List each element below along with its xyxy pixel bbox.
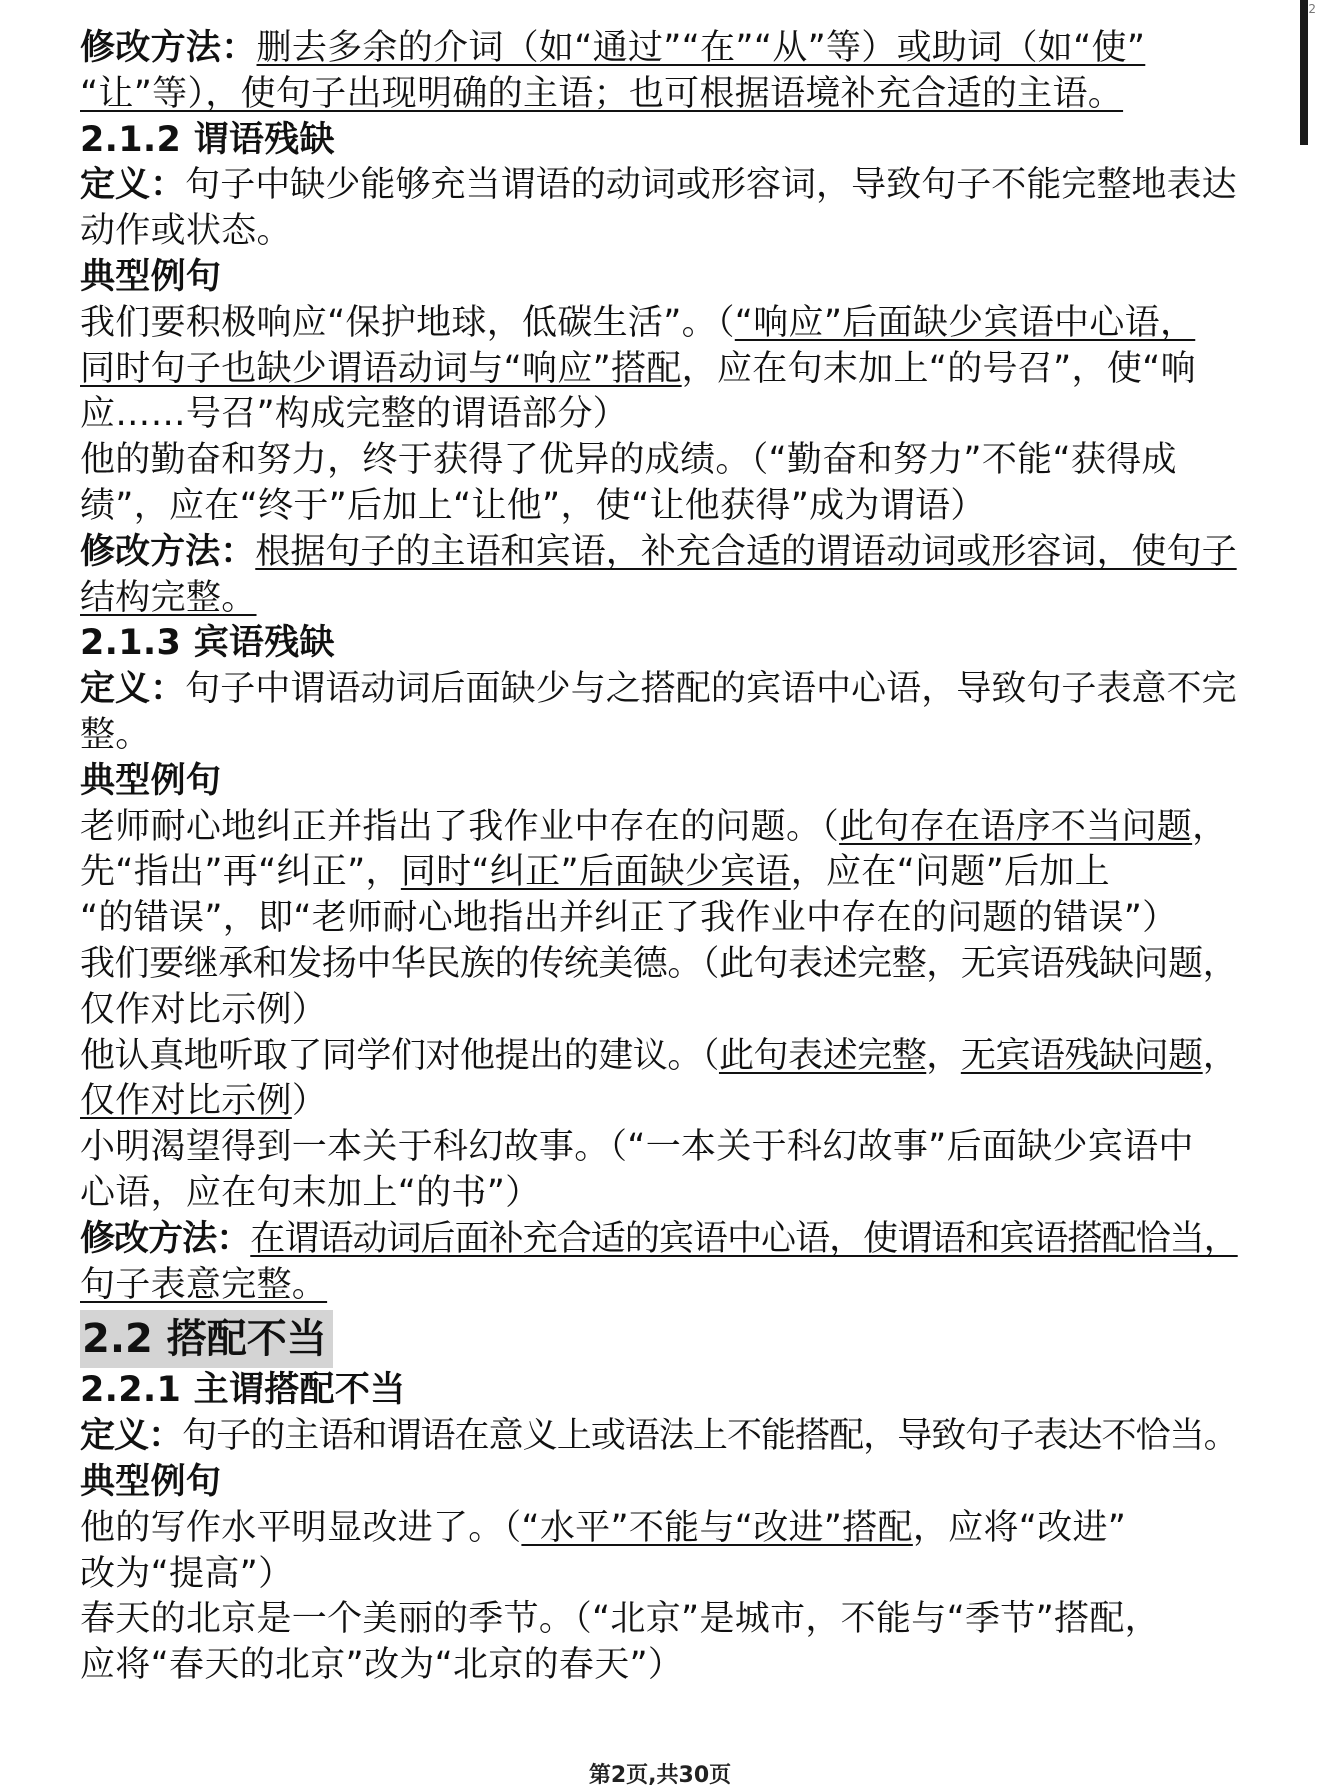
text-segment: “水平”不能与“改进”搭配 (521, 1507, 913, 1548)
example-line: 应……号召”构成完整的谓语部分） (80, 394, 628, 435)
example-line (80, 1079, 1240, 1125)
example-line: “的错误”，即“老师耐心地指出并纠正了我作业中存在的问题的错误”） (80, 898, 1178, 939)
examples-heading: 典型例句 (80, 760, 222, 801)
text-segment: 句子中谓语动词后面缺少与之搭配的宾语中心语，导致句子表意不完 (185, 669, 1237, 710)
example-line (80, 301, 1240, 347)
example-line (80, 850, 1240, 896)
corner-mark: 2 (1308, 2, 1316, 16)
heading-2-1-2: 2.1.2 谓语残缺 (80, 119, 335, 160)
example-line: 仅作对比示例） (80, 989, 328, 1030)
text-segment: ， (1202, 1035, 1238, 1076)
example-line (80, 1506, 1240, 1552)
text-segment: 老师耐心地纠正并指出了我作业中存在的问题。（ (80, 806, 840, 847)
text-line: 删去多余的介词（如“通过”“在”“从”等）或助词（如“使” (256, 28, 1146, 68)
text-segment: 句子的主语和谓语在意义上或语法上不能搭配，导致句子表达不恰当。 (182, 1416, 1238, 1457)
text-segment: 句子中缺少能够充当谓语的动词或形容词，导致句子不能完整地表达 (185, 165, 1237, 206)
text-segment: 此句表述完整 (718, 1035, 927, 1076)
examples-heading: 典型例句 (80, 256, 222, 297)
text-segment: 在谓语动词后面补充合适的宾语中心语，使谓语和宾语搭配恰当， (250, 1218, 1238, 1259)
example-line: 改为“提高”） (80, 1553, 294, 1594)
heading-2-1-3: 2.1.3 宾语残缺 (80, 623, 335, 664)
label-revision-method: 修改方法： (80, 28, 257, 68)
text-segment: 他的写作水平明显改进了。（ (80, 1507, 522, 1548)
label-definition: 定义： (80, 669, 186, 710)
text-segment: 他认真地听取了同学们对他提出的建议。（ (80, 1035, 719, 1076)
label-definition: 定义： (80, 165, 186, 206)
example-line: 我们要继承和发扬中华民族的传统美德。（此句表述完整，无宾语残缺问题， (80, 943, 1238, 984)
text-segment: “响应”后面缺少宾语中心语， (734, 302, 1196, 343)
text-segment: 同时句子也缺少谓语动词与“响应”搭配 (80, 348, 682, 389)
examples-heading: 典型例句 (80, 1461, 222, 1502)
text-line: 整。 (80, 714, 151, 755)
text-segment: ，应在“问题”后加上 (790, 852, 1110, 893)
text-segment: 句子表意完整。 (80, 1264, 328, 1305)
definition-predicate (80, 163, 1240, 209)
text-segment: 我们要积极响应“保护地球，低碳生活”。（ (80, 302, 735, 343)
revision-method-predicate (80, 530, 1240, 576)
text-segment: 根据句子的主语和宾语，补充合适的谓语动词或形容词，使句子 (255, 531, 1237, 572)
text-line (80, 576, 1240, 622)
text-segment: ，应将“改进” (912, 1507, 1127, 1548)
example-line (80, 347, 1240, 393)
definition-object (80, 667, 1240, 713)
text-line (80, 72, 1240, 118)
example-line (80, 805, 1240, 851)
example-line (80, 1034, 1240, 1080)
example-line: 心语，应在句末加上“的书”） (80, 1172, 541, 1213)
section-heading-2-2: 2.2 搭配不当 (80, 1310, 333, 1368)
text-line: 动作或状态。 (80, 211, 292, 252)
example-line: 春天的北京是一个美丽的季节。（“北京”是城市，不能与“季节”搭配， (80, 1599, 1160, 1640)
heading-2-2-1: 2.2.1 主谓搭配不当 (80, 1370, 406, 1411)
label-revision-method: 修改方法： (80, 1218, 251, 1259)
text-segment: 同时“纠正”后面缺少宾语 (400, 852, 791, 893)
example-line: 小明渴望得到一本关于科幻故事。（“一本关于科幻故事”后面缺少宾语中 (80, 1127, 1194, 1168)
text-segment: ，应在句末加上“的号召”，使“响 (681, 348, 1196, 389)
label-definition: 定义： (80, 1416, 183, 1457)
text-segment: 此句存在语序不当问题 (839, 806, 1193, 847)
definition-subject-predicate (80, 1414, 1240, 1460)
text-segment: 仅作对比示例 (80, 1081, 292, 1122)
revision-method-object (80, 1217, 1240, 1263)
text-segment: ， (926, 1035, 961, 1076)
text-line (80, 1263, 1240, 1309)
document-page (80, 26, 1240, 1689)
page-number: 第2页,共30页 (588, 1763, 732, 1788)
label-revision-method: 修改方法： (80, 531, 256, 572)
text-segment: 无宾语残缺问题 (960, 1035, 1203, 1076)
text-segment: “让”等），使句子出现明确的主语；也可根据语境补充合适的主语。 (80, 73, 1124, 114)
text-segment: ， (1192, 806, 1228, 847)
revision-method-subject (80, 26, 1240, 72)
example-line: 绩”，应在“终于”后加上“让他”，使“让他获得”成为谓语） (80, 485, 986, 526)
text-segment: 结构完整。 (80, 577, 257, 618)
text-segment: 先“指出”再“纠正”， (80, 852, 401, 893)
page-edge-mark (1300, 0, 1308, 145)
example-line: 应将“春天的北京”改为“北京的春天”） (80, 1645, 684, 1686)
example-line: 他的勤奋和努力，终于获得了优异的成绩。（“勤奋和努力”不能“获得成 (80, 440, 1177, 481)
text-segment: ） (291, 1081, 328, 1122)
